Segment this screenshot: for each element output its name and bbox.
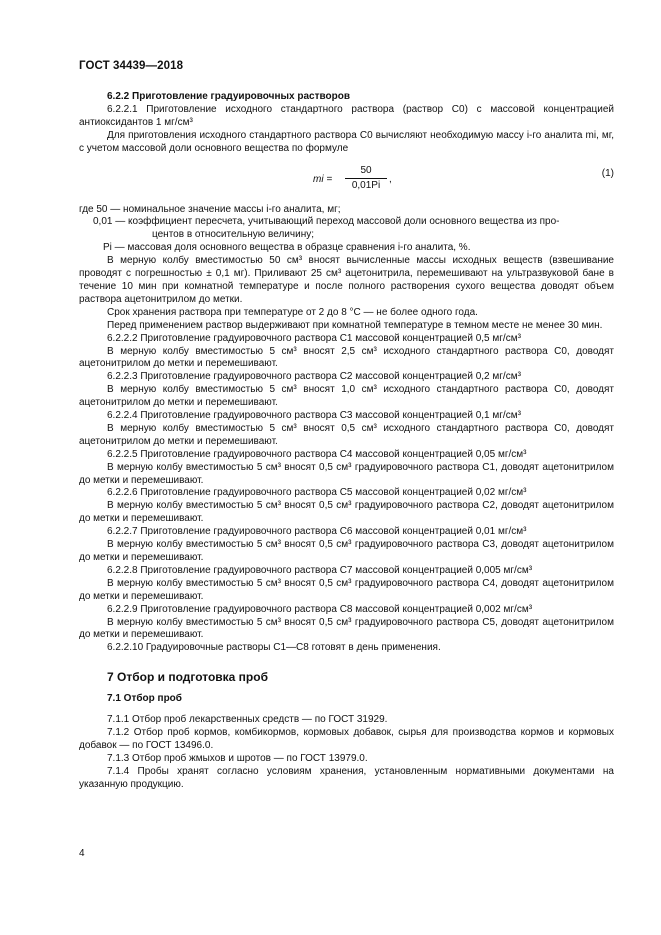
page-number: 4 [79, 848, 85, 859]
paragraph: В мерную колбу вместимостью 50 см³ вносят вычисленные массы исходных веществ (взвешивание проводят с погрешностью ± 0,1 мг). Приливают 25 см³ ацетонитрила, перемешивают на ультразвуковой бане в течение 10 мин при комнатной температуре и после полного растворения сухого вещества доводят объем раствора ацетонитрилом до метки. [79, 255, 614, 305]
item-title: 6.2.2.5 Приготовление градуировочного раствора C4 массовой концентрацией 0,05 мг/см³ [107, 448, 527, 460]
page-body [79, 91, 614, 792]
legend-line: центов в относительную величину; [152, 229, 314, 241]
paragraph: Для приготовления исходного стандартного раствора C0 вычисляют необходимую массу i-го аналита mi, мг, с учетом массовой доли основного вещества по формуле [79, 129, 614, 154]
item-title: 6.2.2.4 Приготовление градуировочного раствора C3 массовой концентрацией 0,1 мг/см³ [107, 410, 521, 422]
item-title: 6.2.2.6 Приготовление градуировочного раствора C5 массовой концентрацией 0,02 мг/см³ [107, 487, 527, 499]
paragraph: 7.1.3 Отбор проб жмыхов и шротов — по ГОСТ 13979.0. [107, 752, 368, 764]
paragraph: 7.1.4 Пробы хранят согласно условиям хранения, установленным нормативными документами на указанную продукцию. [79, 765, 614, 790]
paragraph: 7.1.2 Отбор проб кормов, комбикормов, кормовых добавок, сырья для производства кормов и кормовых добавок — по ГОСТ 13496.0. [79, 726, 614, 751]
formula-fraction [345, 165, 387, 194]
formula-denominator: 0,01Pi [351, 180, 381, 192]
item-text: В мерную колбу вместимостью 5 см³ вносят 1,0 см³ исходного стандартного раствора C0, доводят ацетонитрилом до метки и перемешивают. [79, 384, 614, 409]
formula-legend [79, 204, 614, 256]
item-text: В мерную колбу вместимостью 5 см³ вносят 0,5 см³ градуировочного раствора C1, доводят ацетонитрилом до метки и перемешивают. [79, 461, 614, 486]
item-title: 6.2.2.3 Приготовление градуировочного раствора C2 массовой концентрацией 0,2 мг/см³ [107, 371, 521, 383]
item-text: В мерную колбу вместимостью 5 см³ вносят 0,5 см³ градуировочного раствора C5, доводят ацетонитрилом до метки и перемешивают. [79, 616, 614, 641]
paragraph: 7.1.1 Отбор проб лекарственных средств — по ГОСТ 31929. [107, 714, 388, 726]
formula-lhs: mi = [313, 173, 333, 185]
legend-line: где 50 — номинальное значение массы i-го аналита, мг; [79, 203, 341, 215]
section-heading-6-2-2: 6.2.2 Приготовление градуировочных растворов [107, 91, 351, 102]
item-title: 6.2.2.8 Приготовление градуировочного раствора C7 массовой концентрацией 0,005 мг/см³ [107, 564, 533, 576]
paragraph: 6.2.2.1 Приготовление исходного стандартного раствора (раствор C0) с массовой концентрацией антиоксидантов 1 мг/см³ [79, 103, 614, 128]
item-title: 6.2.2.2 Приготовление градуировочного раствора C1 массовой концентрацией 0,5 мг/см³ [107, 332, 521, 344]
item-text: В мерную колбу вместимостью 5 см³ вносят 0,5 см³ градуировочного раствора C2, доводят ацетонитрилом до метки и перемешивают. [79, 500, 614, 525]
item-text: В мерную колбу вместимостью 5 см³ вносят 0,5 см³ градуировочного раствора C4, доводят ацетонитрилом до метки и перемешивают. [79, 577, 614, 602]
legend-line: Pi — массовая доля основного вещества в образце сравнения i-го аналита, %. [103, 242, 471, 254]
item-title: 6.2.2.7 Приготовление градуировочного раствора C6 массовой концентрацией 0,01 мг/см³ [107, 526, 527, 538]
item-text: В мерную колбу вместимостью 5 см³ вносят 0,5 см³ исходного стандартного раствора C0, доводят ацетонитрилом до метки и перемешивают. [79, 422, 614, 447]
document-header: ГОСТ 34439—2018 [79, 60, 184, 72]
paragraph: Срок хранения раствора при температуре от 2 до 8 °C — не более одного года. [107, 306, 478, 318]
item-text: В мерную колбу вместимостью 5 см³ вносят 2,5 см³ исходного стандартного раствора C0, доводят ацетонитрилом до метки и перемешивают. [79, 345, 614, 370]
legend-line: 0,01 — коэффициент пересчета, учитывающий переход массовой доли основного вещества из про- [93, 216, 560, 228]
paragraph: Перед применением раствор выдерживают при комнатной температуре в темном месте не менее 30 мин. [107, 319, 603, 331]
formula-1: mi = $\frac{50}{0,01Pi}$ , (1) [313, 164, 614, 192]
item-text: В мерную колбу вместимостью 5 см³ вносят 0,5 см³ градуировочного раствора C3, доводят ацетонитрилом до метки и перемешивают. [79, 539, 614, 563]
paragraph: 6.2.2.10 Градуировочные растворы C1—C8 готовят в день применения. [107, 642, 441, 654]
formula-numerator: 50 [345, 165, 387, 180]
section-heading-7: 7 Отбор и подготовка проб [107, 670, 269, 685]
item-title: 6.2.2.9 Приготовление градуировочного раствора C8 массовой концентрацией 0,002 мг/см³ [107, 603, 533, 615]
subsection-heading-7-1: 7.1 Отбор проб [107, 693, 182, 705]
formula-number: (1) [601, 167, 614, 179]
